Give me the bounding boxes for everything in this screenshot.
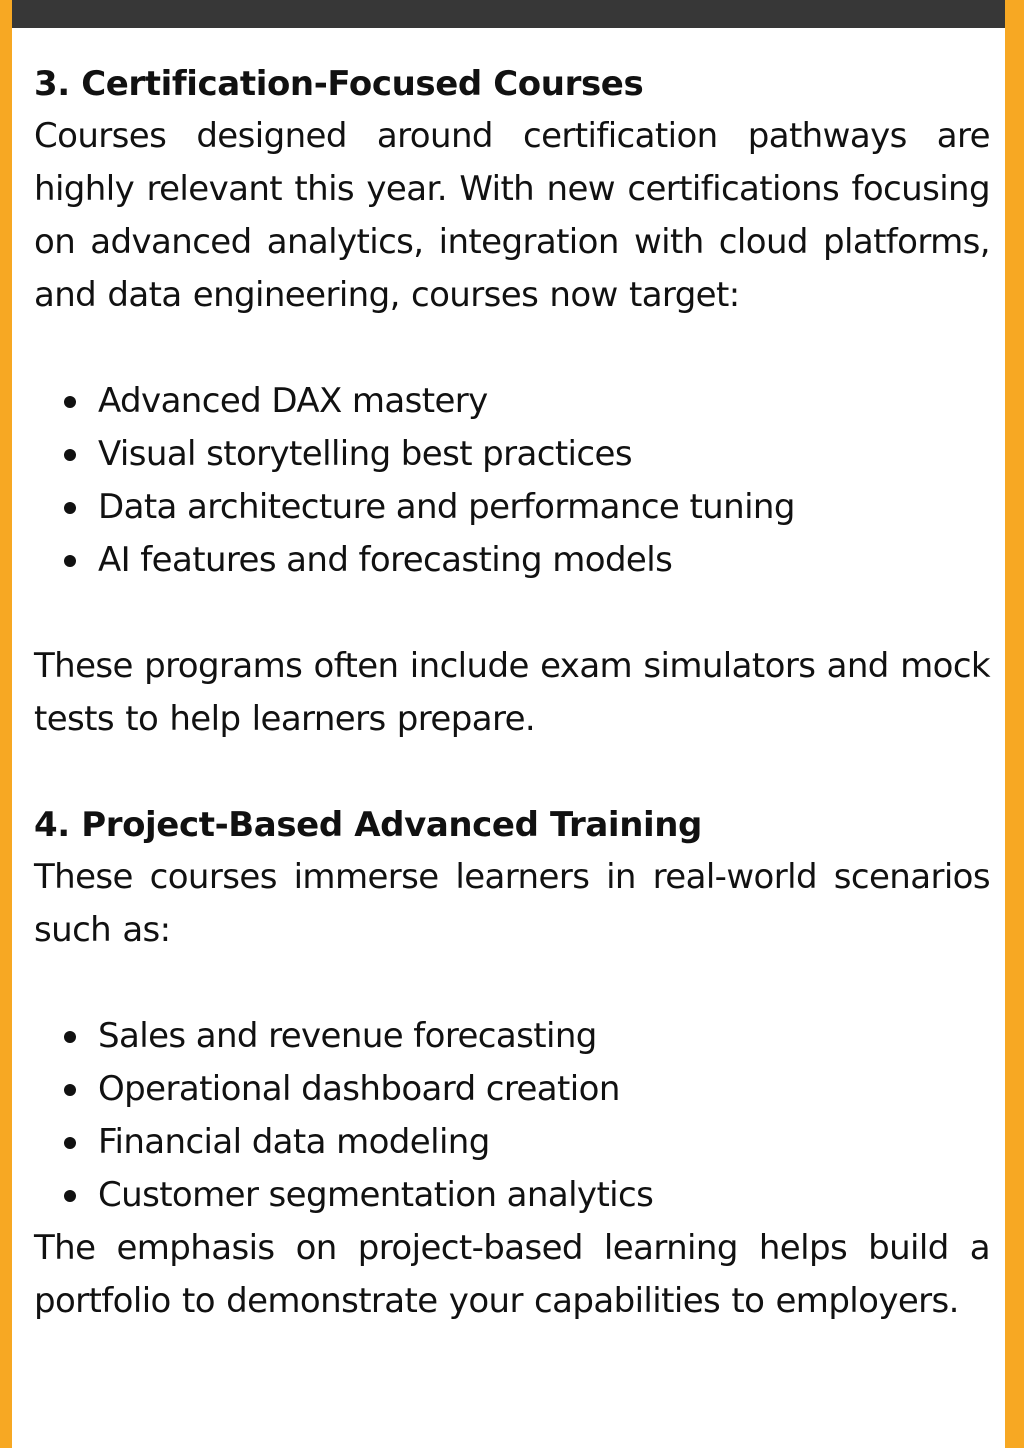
bullet-icon	[64, 502, 76, 514]
list-item	[34, 1116, 990, 1169]
spacer	[34, 746, 990, 799]
list-item	[34, 1169, 990, 1222]
list-item	[34, 375, 990, 428]
section-4-closing: The emphasis on project-based learning helps build a portfolio to demonstrate your capabilities to employers.	[34, 1228, 990, 1321]
article-content	[34, 58, 990, 1328]
bullet-icon	[64, 1190, 76, 1202]
bullet-icon	[64, 1137, 76, 1149]
bullet-icon	[64, 555, 76, 567]
list-item	[34, 428, 990, 481]
list-item	[34, 534, 990, 587]
list-item-text: Visual storytelling best practices	[98, 434, 632, 474]
list-item-text: Operational dashboard creation	[98, 1069, 620, 1109]
section-3-heading: 3. Certification-Focused Courses	[34, 64, 644, 104]
list-item	[34, 481, 990, 534]
list-item-text: Data architecture and performance tuning	[98, 487, 795, 527]
top-bar	[12, 0, 1005, 28]
spacer	[34, 587, 990, 640]
section-4-bullet-list	[34, 1010, 990, 1222]
bullet-icon	[64, 1084, 76, 1096]
section-3-intro: Courses designed around certification pathways are highly relevant this year. With new certifications focusing on advanced analytics, integration with cloud platforms, and data engineering, courses now target:	[34, 116, 990, 315]
section-4-intro: These courses immerse learners in real-world scenarios such as:	[34, 857, 990, 950]
section-3-bullet-list	[34, 375, 990, 587]
bullet-icon	[64, 1031, 76, 1043]
list-item-text: AI features and forecasting models	[98, 540, 673, 580]
list-item-text: Customer segmentation analytics	[98, 1175, 654, 1215]
bullet-icon	[64, 449, 76, 461]
section-3-closing: These programs often include exam simulators and mock tests to help learners prepare.	[34, 646, 990, 739]
spacer	[34, 322, 990, 375]
section-4-heading: 4. Project-Based Advanced Training	[34, 805, 702, 845]
bullet-icon	[64, 396, 76, 408]
list-item	[34, 1010, 990, 1063]
list-item-text: Sales and revenue forecasting	[98, 1016, 597, 1056]
list-item-text: Financial data modeling	[98, 1122, 490, 1162]
spacer	[34, 957, 990, 1010]
list-item	[34, 1063, 990, 1116]
content-panel	[12, 28, 1005, 1448]
list-item-text: Advanced DAX mastery	[98, 381, 488, 421]
